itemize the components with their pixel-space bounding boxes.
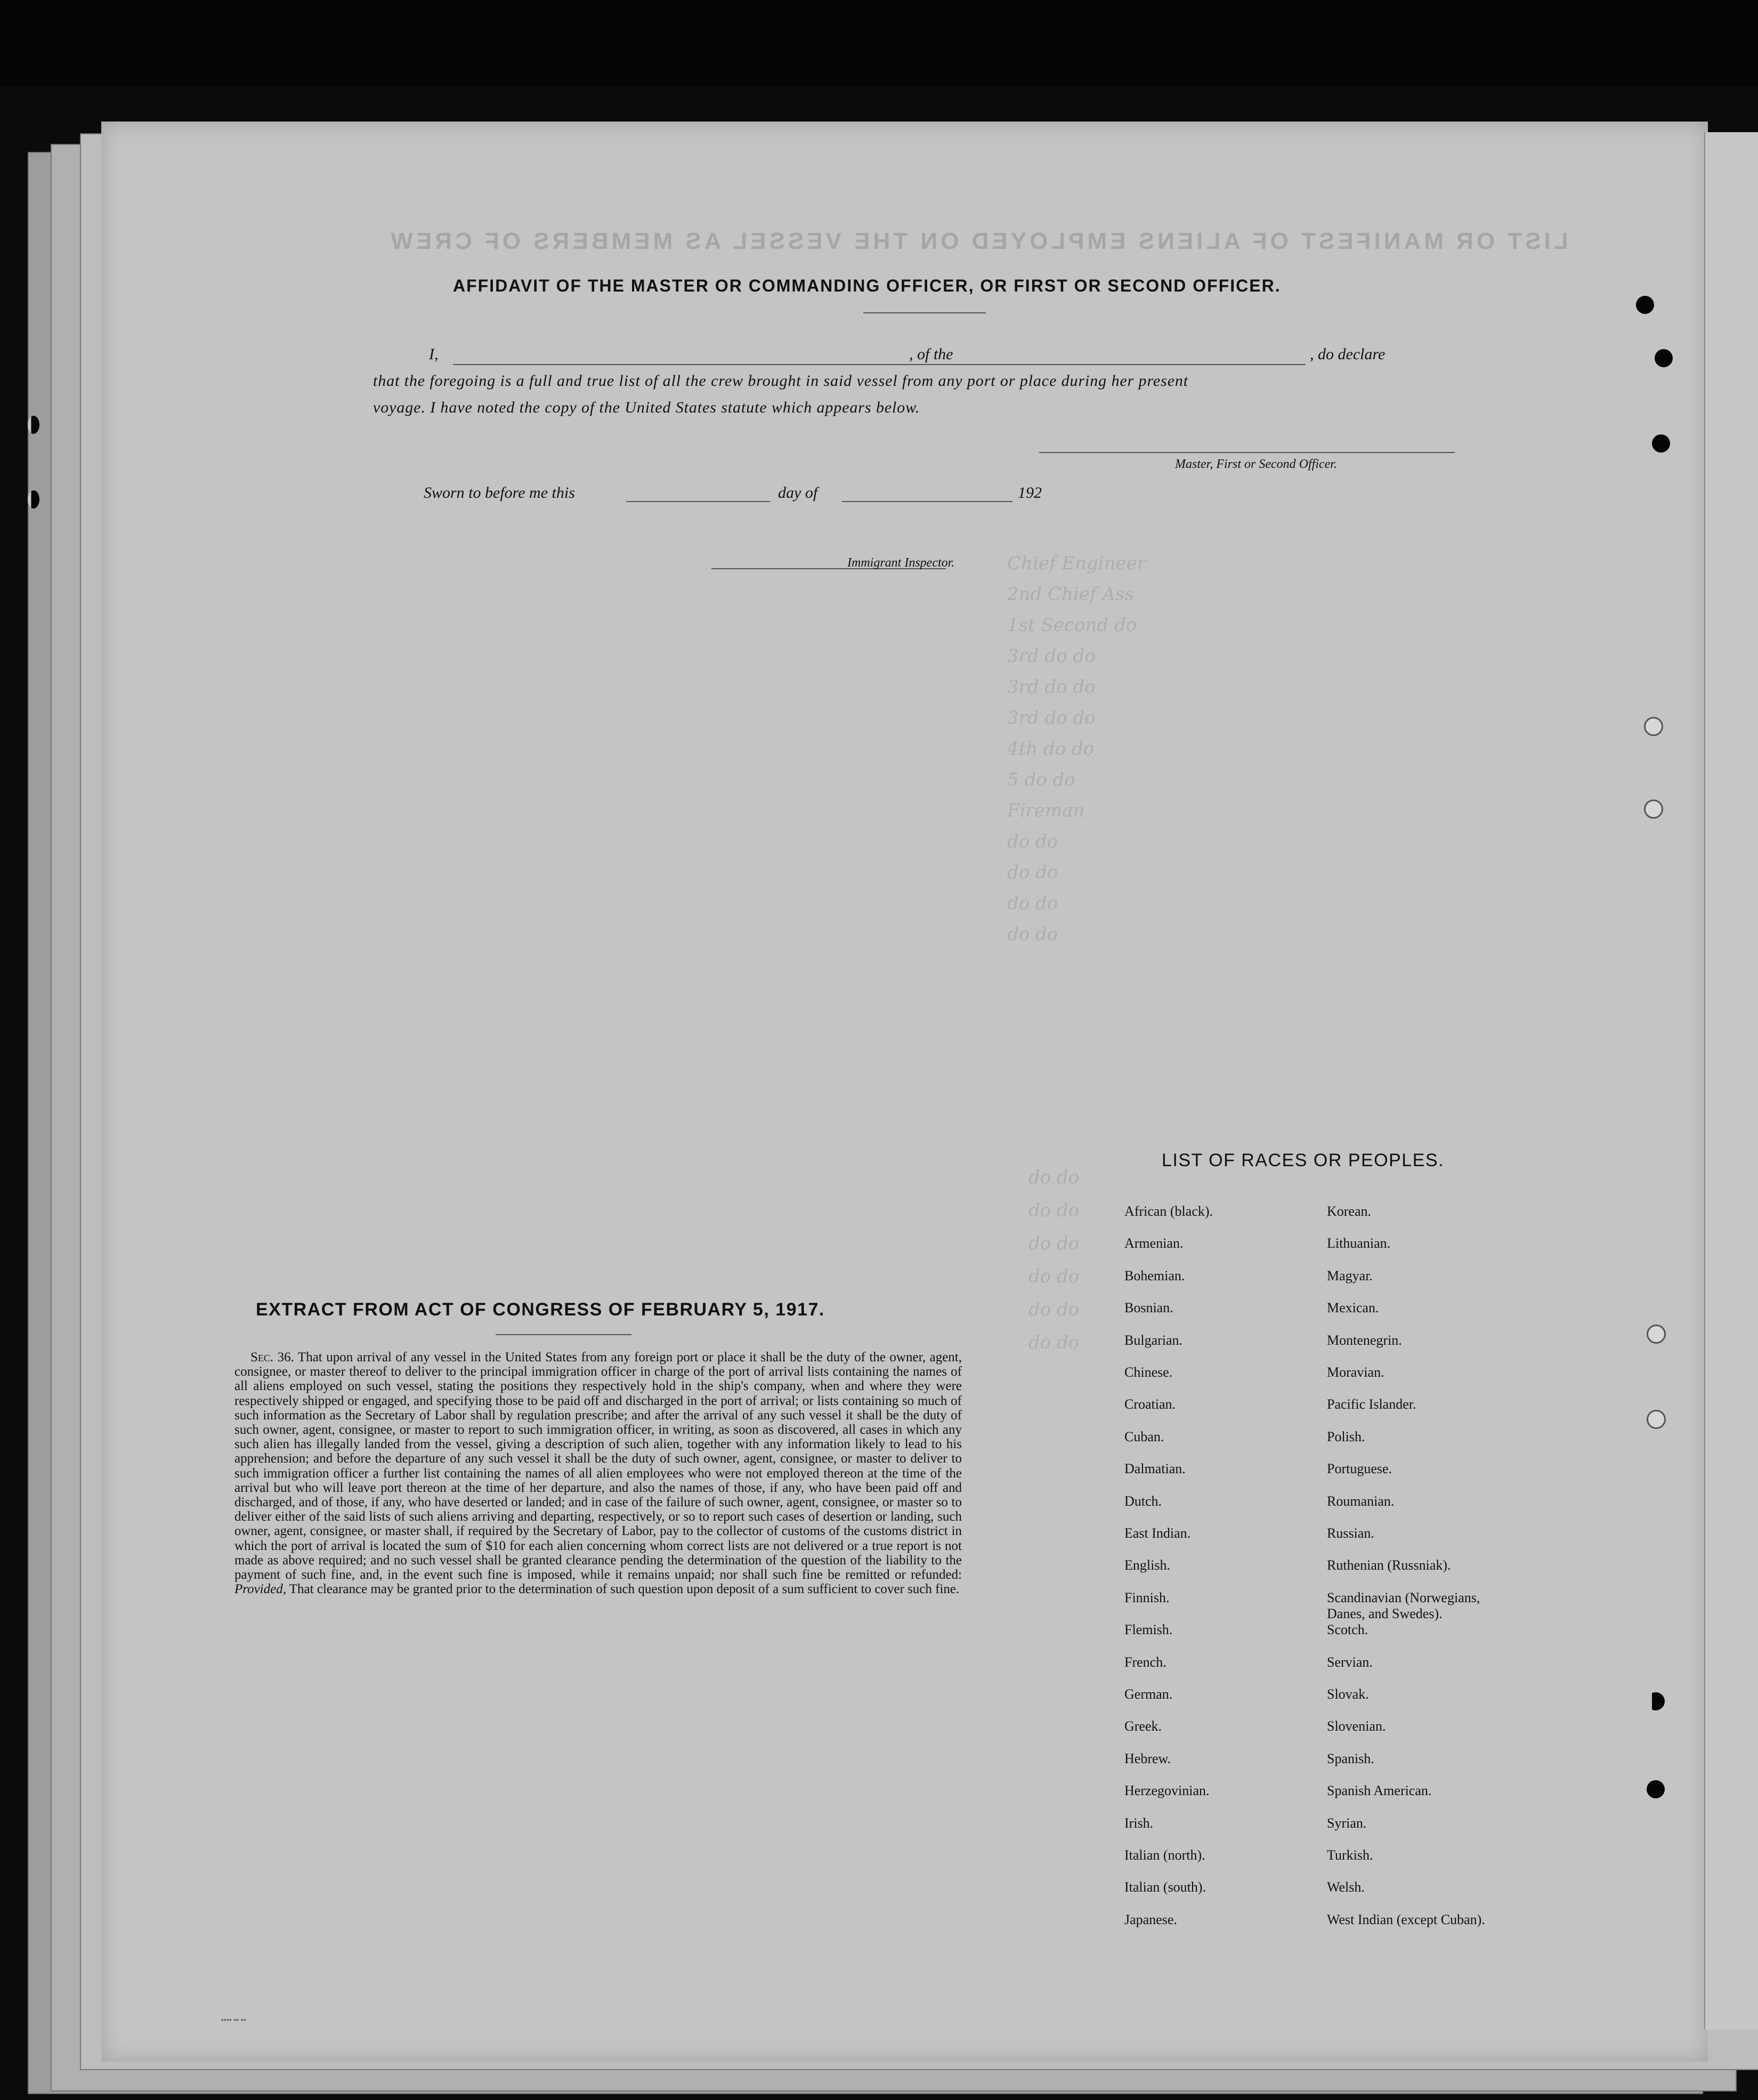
affidavit-text-line3: voyage. I have noted the copy of the United States statute which appears below.	[373, 399, 920, 416]
race-item: Croatian.	[1124, 1396, 1176, 1412]
affidavit-title: AFFIDAVIT OF THE MASTER OR COMMANDING OFFICER, OR FIRST OR SECOND OFFICER.	[453, 276, 1281, 295]
race-item: East Indian.	[1124, 1525, 1191, 1541]
day-of-label: day of	[778, 484, 818, 502]
race-item: Italian (south).	[1124, 1879, 1206, 1895]
race-item: Bosnian.	[1124, 1300, 1173, 1316]
page-edge-strip	[1704, 132, 1758, 2030]
race-item: Servian.	[1327, 1654, 1373, 1670]
punch-hole	[1655, 349, 1673, 367]
race-item: Italian (north).	[1124, 1847, 1205, 1863]
affidavit-i-label: I,	[429, 345, 439, 363]
race-item: Lithuanian.	[1327, 1235, 1391, 1251]
race-item: Dalmatian.	[1124, 1461, 1186, 1477]
month-line	[842, 501, 1012, 502]
year-label: 192	[1018, 484, 1042, 502]
race-item: Japanese.	[1124, 1911, 1177, 1927]
race-item: Mexican.	[1327, 1300, 1379, 1316]
extract-title-underline	[496, 1334, 631, 1335]
race-item: Syrian.	[1327, 1815, 1367, 1831]
section-body: That upon arrival of any vessel in the United States from any foreign port or place it shall be the duty of the owner, agent, consignee, or master thereof to deliver to the principal immigration officer in charge of the port of arrival lists containing the names of all aliens employed on such vessel, stating the positions they respectively hold in the ship's company, when and where they were respectively shipped or engaged, and specifying those to be paid off and discharged in the port of arrival; or lists containing so much of such information as the Secretary of Labor shall by regulation prescribe; and after the arrival of any such vessel it shall be the duty of such owner, agent, consignee, or master to report to such immigration officer, in writing, as soon as discovered, all cases in which any such alien has illegally landed from the vessel, giving a description of such alien, together with any information likely to lead to his apprehension; and before the departure of any such vessel it shall be the duty of such owner, agent, consignee, or master to deliver to such immigration officer a further list containing the names of all alien employees who were not employed thereon at the time of the arrival but who will leave port thereon at the time of her departure, and also the names of those, if any, who have been paid off and discharged, and of those, if any, who have deserted or landed; and in case of the failure of such owner, agent, consignee, or master so to deliver either of the said lists of such aliens arriving and departing, respectively, or so to report such cases of desertion or landing, such owner, agent, consignee, or master shall, if required by the Secretary of Labor, pay to the collector of customs of the customs district in which the port of arrival is located the sum of $10 for each alien concerning whom correct lists are not delivered or a true report is not made as above required; and no such vessel shall be granted clearance pending the determination of the question of the liability to the payment of such fine, and, in the event such fine is imposed, while it remains unpaid; nor shall such fine be remitted or refunded:	[234, 1350, 962, 1582]
manifest-page	[101, 122, 1708, 2062]
races-title: LIST OF RACES OR PEOPLES.	[1162, 1150, 1445, 1170]
race-item: Portuguese.	[1327, 1461, 1392, 1477]
extract-title: EXTRACT FROM ACT OF CONGRESS OF FEBRUARY 5, 1917.	[256, 1299, 825, 1320]
punch-hole	[28, 416, 39, 434]
affidavit-of-the: , of the	[906, 345, 957, 364]
affidavit-do-declare: , do declare	[1310, 345, 1386, 363]
scan-top-edge	[0, 0, 1758, 85]
race-item: Magyar.	[1327, 1267, 1373, 1283]
race-item: Scandinavian (Norwegians, Danes, and Swedes).	[1327, 1589, 1480, 1621]
punch-hole	[1644, 717, 1663, 736]
inspector-signature-label: Immigrant Inspector.	[847, 556, 955, 570]
vessel-line	[965, 364, 1306, 365]
race-item: Spanish.	[1327, 1750, 1374, 1766]
punch-hole	[1636, 296, 1654, 314]
act-section-36-text	[234, 1350, 962, 1596]
race-item: Turkish.	[1327, 1847, 1373, 1863]
punch-hole	[28, 490, 39, 508]
race-item: West Indian (except Cuban).	[1327, 1911, 1485, 1927]
punch-hole	[1647, 1780, 1665, 1798]
race-item: Bohemian.	[1124, 1267, 1185, 1283]
sworn-day-line	[626, 501, 770, 502]
race-item: Korean.	[1327, 1204, 1372, 1219]
master-signature-line	[1039, 452, 1455, 453]
punch-hole	[1647, 1324, 1666, 1344]
race-item: Slovenian.	[1327, 1718, 1386, 1734]
provided-label: Provided,	[234, 1582, 286, 1597]
section-label: Sec. 36.	[250, 1350, 294, 1364]
pencil-bleed-mark: Chief Engineer 2nd Chief Ass 1st Second do 3rd do do 3rd do do 3rd do do 4th do do 5 do do Fireman do do do do do do do do	[1007, 553, 1146, 945]
punch-hole	[1647, 1692, 1665, 1710]
section-body-end: That clearance may be granted prior to the determination of such question upon deposit of a sum sufficient to cover such fine.	[289, 1582, 960, 1597]
race-item: Ruthenian (Russniak).	[1327, 1557, 1451, 1573]
punch-hole	[1652, 434, 1670, 453]
race-item: Slovak.	[1327, 1686, 1369, 1702]
race-item: Chinese.	[1124, 1364, 1173, 1380]
bleed-through-header: LIST OR MANIFEST OF ALIENS EMPLOYED ON THE VESSEL AS MEMBERS OF CREW	[387, 228, 1568, 254]
race-item: Dutch.	[1124, 1493, 1162, 1509]
race-item: Irish.	[1124, 1815, 1154, 1831]
race-item: Hebrew.	[1124, 1750, 1171, 1766]
title-underline	[863, 312, 986, 313]
footer-print-code: ▪▪▪▪ ▪▪ ▪▪	[221, 2016, 246, 2024]
master-signature-label: Master, First or Second Officer.	[1175, 457, 1337, 471]
pencil-bleed-mark: do do do do do do do do do do do do	[1028, 1167, 1080, 1353]
race-item: Greek.	[1124, 1718, 1162, 1734]
name-line	[453, 364, 1004, 365]
race-item: French.	[1124, 1654, 1166, 1670]
race-item: Roumanian.	[1327, 1493, 1395, 1509]
race-item: Finnish.	[1124, 1589, 1170, 1605]
race-item: Russian.	[1327, 1525, 1374, 1541]
race-item: Bulgarian.	[1124, 1332, 1183, 1348]
race-item: German.	[1124, 1686, 1173, 1702]
race-item: Montenegrin.	[1327, 1332, 1402, 1348]
race-item: Cuban.	[1124, 1428, 1164, 1444]
race-item: Moravian.	[1327, 1364, 1384, 1380]
race-item: English.	[1124, 1557, 1170, 1573]
affidavit-text-line2: that the foregoing is a full and true list of all the crew brought in said vessel from any port or place during her present	[373, 372, 1189, 390]
race-item: Herzegovinian.	[1124, 1783, 1210, 1799]
punch-hole	[1644, 799, 1663, 819]
race-item: Flemish.	[1124, 1622, 1173, 1638]
race-item: African (black).	[1124, 1204, 1213, 1219]
race-item: Spanish American.	[1327, 1783, 1432, 1799]
punch-hole	[1647, 1410, 1666, 1429]
sworn-label: Sworn to before me this	[424, 484, 575, 502]
race-item: Pacific Islander.	[1327, 1396, 1416, 1412]
race-item: Scotch.	[1327, 1622, 1368, 1638]
race-item: Polish.	[1327, 1428, 1365, 1444]
race-item: Welsh.	[1327, 1879, 1365, 1895]
race-item: Armenian.	[1124, 1235, 1184, 1251]
